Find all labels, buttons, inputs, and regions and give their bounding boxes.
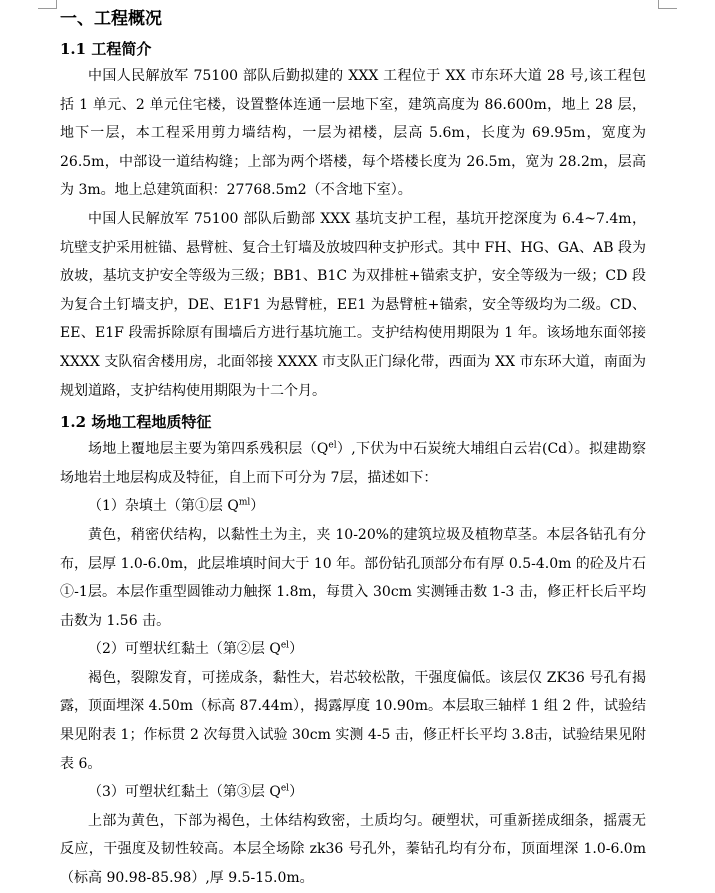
layer-1-description: 黄色，稍密伏结构，以黏性土为主，夹 10-20%的建筑垃圾及植物草茎。本层各钻孔有分布，层厚 1.0-6.0m，此层堆填时间大于 10 年。部份钻孔顶部分布有厚 0.5-4.0m 的砼及片石①-1层。本层作重型圆锥动力触探 1.8m，每贯入 30cm 实测锤击数 1-3 击，修正杆长后平均击数为 1.56 击。 (60, 526, 646, 629)
project-intro-paragraph-1: 中国人民解放军 75100 部队后勤拟建的 XXX 工程位于 XX 市东环大道 28 号,该工程包括 1 单元、2 单元住宅楼，设置整体连通一层地下室，建筑高度为 86.600m，地上 28 层，地下一层，本工程采用剪力墙结构，一层为裙楼，层高 5.6m，长度为 69.95m，宽度为 26.5m，中部设一道结构缝；上部为两个塔楼，每个塔楼长度为 26.5m，宽为 28.2m，层高为 3m。地上总建筑面积：27768.5m2（不含地下室）。 (60, 68, 646, 199)
section-title-project-intro: 1.1 工程简介 (60, 40, 152, 58)
document-page (60, 8, 646, 893)
page-corner-mark-left (38, 0, 57, 9)
layer-3-heading: （3）可塑状红黏土（第③层 $Q^{el}$） (88, 783, 304, 801)
layer-1-heading: （1）杂填土（第①层 $Q^{ml}$） (88, 497, 265, 515)
project-intro-paragraph-2: 中国人民解放军 75100 部队后勤部 XXX 基坑支护工程，基坑开挖深度为 6.4~7.4m，坑壁支护采用桩锚、悬臂桩、复合土钉墙及放坡四种支护形式。其中 FH、HG、GA、AB 段为放坡，基坑支护安全等级为三级；BB1、B1C 为双排桩+锚索支护，安全等级为一级；CD 段为复合土钉墙支护，DE、E1F1 为悬臂桩，EE1 为悬臂桩+锚索，安全等级均为二级。CD、EE、E1F 段需拆除原有围墙后方进行基坑施工。支护结构使用期限为 1 年。该场地东面邻接 XXXX 支队宿舍楼用房，北面邻接 XXXX 市支队正门绿化带，西面为 XX 市东环大道，南面为规划道路，支护结构使用期限为十二个月。 (60, 210, 646, 399)
layer-3-description: 上部为黄色，下部为褐色，土体结构致密，土质均匀。硬塑状，可重新搓成细条，摇震无反应，干强度及韧性较高。本层全场除 zk36 号孔外，蓁钻孔均有分布，顶面埋深 1.0-6.0m（标高 90.98-85.98）,厚 9.5-15.0m。 (60, 812, 646, 887)
layer-2-heading: （2）可塑状红黏土（第②层 $Q^{el}$） (88, 640, 304, 658)
heading-engineering-overview: 一、工程概况 (60, 9, 162, 29)
layer-2-description: 褐色，裂隙发育，可搓成条，黏性大，岩芯较松散，干强度偏低。该层仅 ZK36 号孔有揭露，顶面埋深 4.50m（标高 87.44m），揭露厚度 10.90m。本层取三轴样 1 组 2 件，试验结果见附表 1；作标贯 2 次每贯入试验 30cm 实测 4-5 击，修正杆长平均 3.8击，试验结果见附表 6。 (60, 669, 646, 772)
page-corner-mark-right (658, 0, 677, 9)
section-title-site-geology: 1.2 场地工程地质特征 (60, 413, 212, 432)
site-geology-intro: 场地上覆地层主要为第四系残积层$(Q^{el})$,下伏为中石炭统大埔组白云岩(Cd）。拟建勘察场地岩土地层构成及特征，自上而下可分为 7层，描述如下： (60, 440, 646, 486)
